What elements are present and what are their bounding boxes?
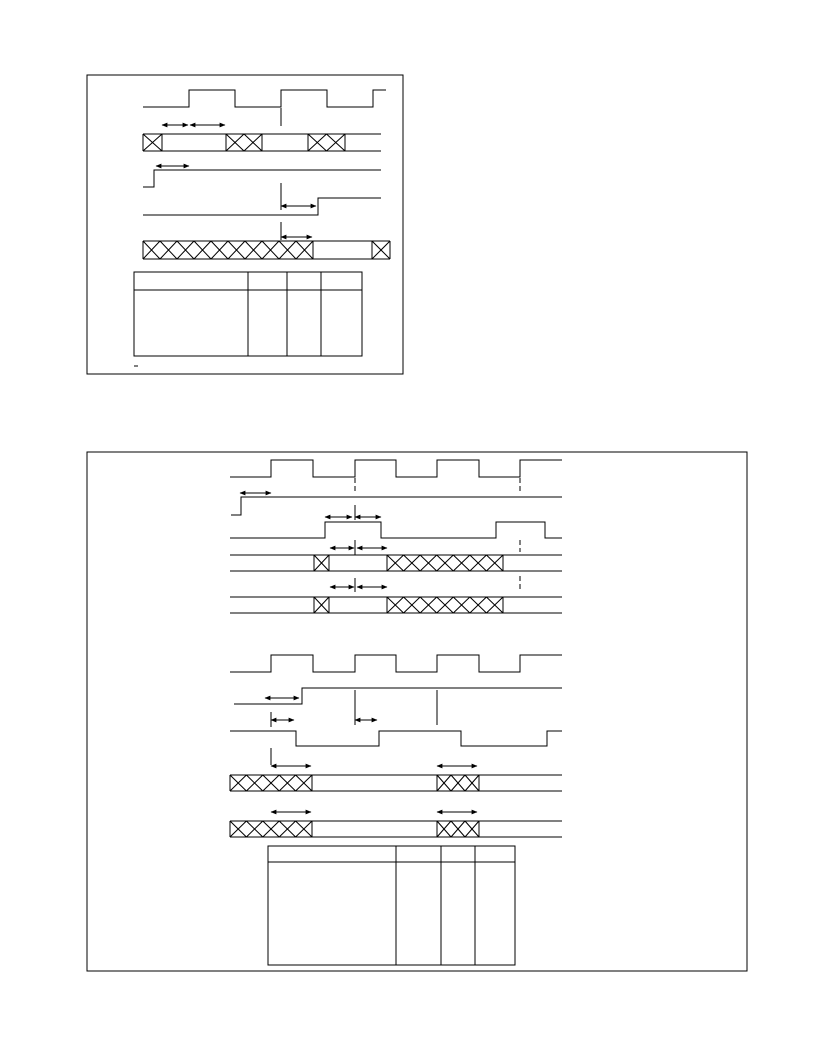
table-border xyxy=(268,846,515,965)
signal-waveform xyxy=(231,497,562,515)
signal-waveform xyxy=(143,198,381,215)
bus-waveform xyxy=(230,821,562,837)
clock-waveform xyxy=(230,460,562,477)
timing-diagram-1 xyxy=(87,75,403,374)
timing-diagram-2 xyxy=(87,452,747,971)
timing-table-2 xyxy=(268,846,515,965)
bus-waveform xyxy=(230,775,562,791)
figure-frame xyxy=(87,452,747,971)
clock-waveform xyxy=(143,90,386,107)
timing-table-1 xyxy=(134,272,362,356)
signal-waveform xyxy=(143,170,381,187)
bus-waveform xyxy=(230,597,562,613)
bus-waveform xyxy=(143,134,381,151)
signal-waveform xyxy=(234,688,562,704)
signal-waveform xyxy=(230,731,562,746)
bus-waveform xyxy=(230,555,562,571)
clock-waveform xyxy=(230,655,562,672)
signal-waveform xyxy=(230,522,562,538)
bus-waveform xyxy=(143,241,390,259)
